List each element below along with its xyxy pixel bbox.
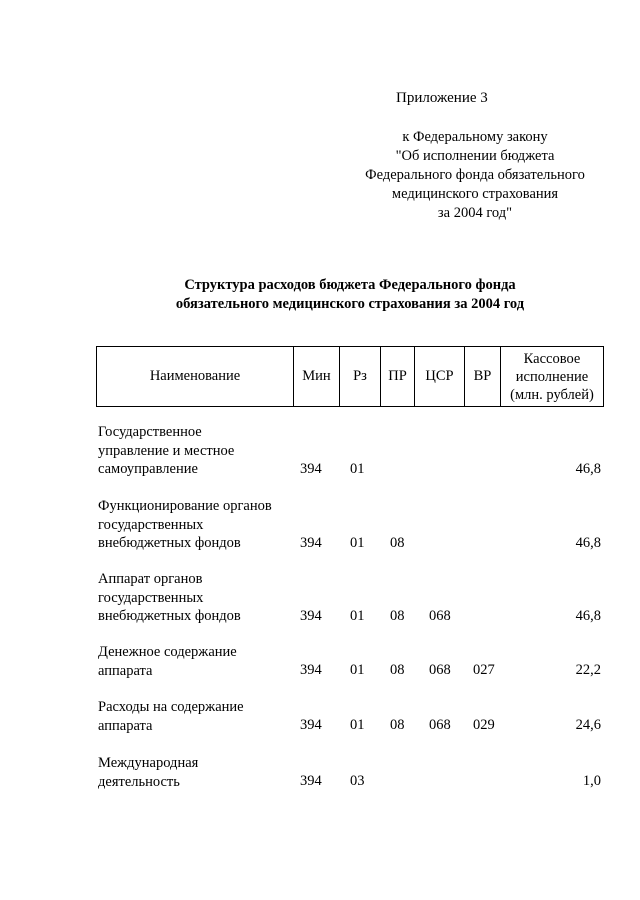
header-sum [501, 347, 603, 406]
cell-min: 394 [300, 717, 322, 733]
cell-vr: 027 [473, 662, 495, 678]
row-name [98, 698, 298, 735]
cell-min: 394 [300, 608, 322, 624]
table-header [96, 346, 604, 407]
law-reference-line: за 2004 год" [437, 205, 513, 221]
table-row [0, 643, 640, 681]
row-name-line: государственных [98, 516, 204, 533]
law-reference [340, 128, 610, 223]
cell-csr: 068 [429, 608, 451, 624]
row-name-line: внебюджетных фондов [98, 608, 241, 624]
row-name-line: Денежное содержание [98, 644, 237, 660]
cell-sum: 46,8 [575, 461, 601, 477]
row-name-line: Государственное [98, 424, 202, 440]
cell-pr: 08 [390, 535, 405, 551]
header-sum-line: (млн. рублей) [510, 386, 594, 403]
cell-csr: 068 [429, 662, 451, 678]
row-name-line: деятельность [98, 773, 180, 790]
row-name-line: Аппарат органов [98, 571, 203, 587]
cell-rz: 01 [350, 717, 365, 733]
cell-min: 394 [300, 773, 322, 789]
cell-rz: 03 [350, 773, 365, 789]
row-name-line: внебюджетных фондов [98, 535, 241, 551]
cell-sum: 46,8 [575, 608, 601, 624]
table-row [0, 754, 640, 792]
row-name [98, 754, 298, 791]
row-name-line: аппарата [98, 717, 153, 734]
header-rz: Рз [340, 347, 381, 406]
row-name-line: Международная [98, 755, 199, 771]
row-name-line: государственных [98, 589, 204, 606]
row-name [98, 570, 298, 626]
header-vr: ВР [465, 347, 501, 406]
cell-csr: 068 [429, 717, 451, 733]
cell-rz: 01 [350, 461, 365, 477]
cell-pr: 08 [390, 662, 405, 678]
header-csr: ЦСР [415, 347, 465, 406]
table-row [0, 423, 640, 479]
appendix-label: Приложение 3 [396, 90, 488, 106]
cell-rz: 01 [350, 535, 365, 551]
document-title-line: Структура расходов бюджета Федерального фонда [184, 277, 516, 293]
row-name [98, 643, 298, 680]
cell-min: 394 [300, 461, 322, 477]
cell-sum: 1,0 [582, 773, 601, 789]
row-name-line: Расходы на содержание [98, 699, 244, 715]
law-reference-line: "Об исполнении бюджета [395, 148, 555, 164]
row-name-line: аппарата [98, 662, 153, 679]
row-name [98, 497, 298, 553]
cell-min: 394 [300, 535, 322, 551]
cell-vr: 029 [473, 717, 495, 733]
cell-rz: 01 [350, 662, 365, 678]
row-name-line: самоуправление [98, 461, 198, 477]
table-row [0, 570, 640, 626]
header-pr: ПР [381, 347, 415, 406]
cell-pr: 08 [390, 608, 405, 624]
row-name-line: управление и местное [98, 442, 235, 459]
header-name: Наименование [97, 347, 294, 406]
cell-sum: 22,2 [575, 662, 601, 678]
header-min: Мин [294, 347, 340, 406]
document-title [120, 276, 580, 314]
table-row [0, 698, 640, 736]
row-name [98, 423, 298, 479]
cell-min: 394 [300, 662, 322, 678]
table-row [0, 497, 640, 553]
law-reference-line: к Федеральному закону [402, 129, 548, 145]
header-sum-line: Кассовое [523, 350, 581, 367]
cell-sum: 24,6 [575, 717, 601, 733]
cell-rz: 01 [350, 608, 365, 624]
cell-sum: 46,8 [575, 535, 601, 551]
law-reference-line: Федерального фонда обязательного [365, 167, 585, 183]
header-sum-line: исполнение [515, 368, 589, 385]
law-reference-line: медицинского страхования [391, 186, 559, 202]
document-title-line: обязательного медицинского страхования за 2004 год [175, 296, 525, 312]
cell-pr: 08 [390, 717, 405, 733]
row-name-line: Функционирование органов [98, 498, 272, 514]
